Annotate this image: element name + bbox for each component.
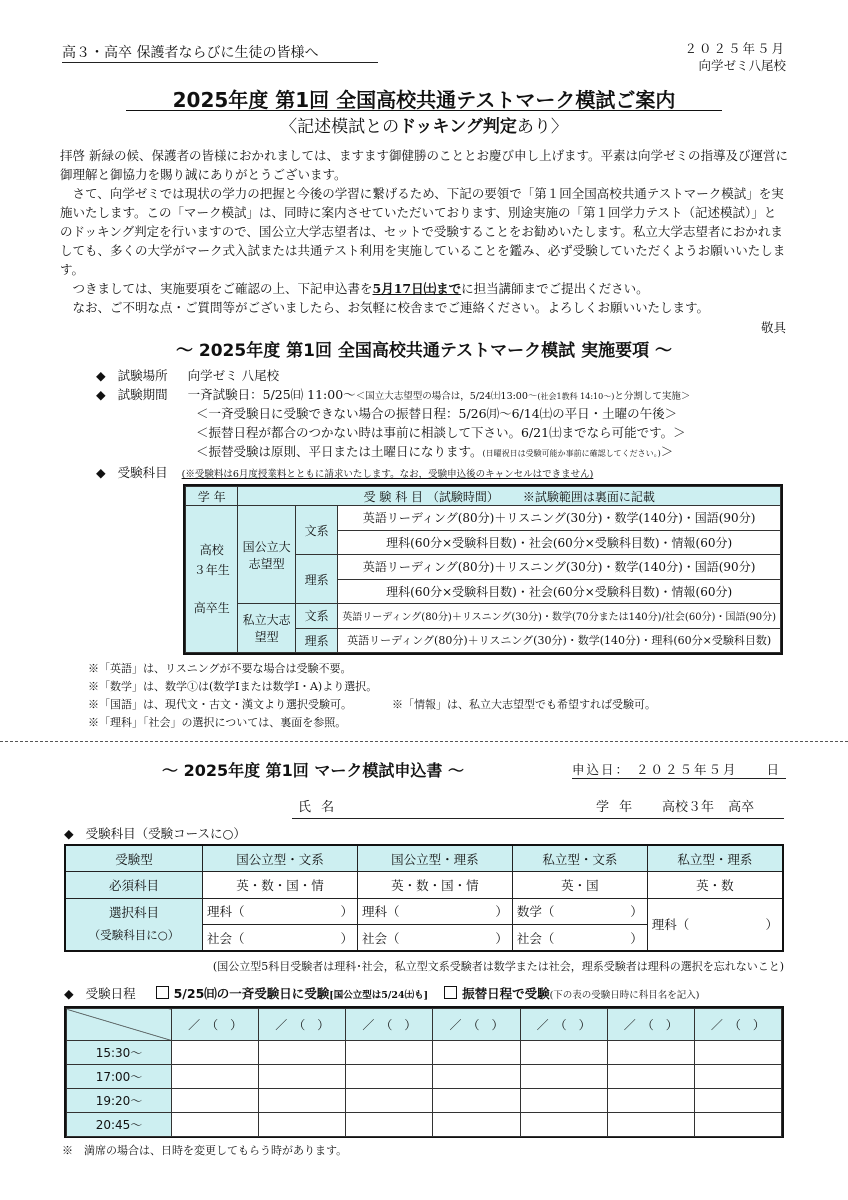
date-cell[interactable]: ／ （ ） (694, 1009, 781, 1041)
title-underline (126, 110, 722, 111)
paren-close: ） (630, 930, 643, 946)
elective-science-private-rikei[interactable] (647, 898, 783, 951)
paren-close: ） (630, 904, 643, 920)
slot-cell[interactable] (520, 1089, 607, 1113)
social-label: 社会（ (361, 930, 400, 946)
elective-label: 選択科目 (108, 905, 159, 921)
cut-line (0, 741, 848, 742)
deadline-date: 5月17日㈯まで (372, 281, 462, 296)
table-header-subjects-text: 受 験 科 目 （試験時間） (363, 489, 499, 504)
track-national-rikei: 理系 (295, 555, 337, 604)
letter-body (60, 146, 788, 317)
exam-period-note-end: と分割して実施＞ (614, 391, 691, 402)
name-underline (292, 818, 784, 819)
grade-graduate: 高卒生 (193, 601, 230, 615)
note-information: ※「情報」は、私立大志望型でも希望すれば受験可。 (392, 698, 656, 711)
type-national: 国公立大志望型 (238, 506, 295, 604)
slot-cell[interactable] (694, 1065, 781, 1089)
slot-cell[interactable] (694, 1089, 781, 1113)
checkbox-icon[interactable] (444, 986, 457, 999)
course-table (64, 844, 784, 952)
course-heading: 受験科目（受験コースに○） (85, 826, 246, 841)
elective-label-cell (65, 898, 203, 951)
slot-cell[interactable] (520, 1065, 607, 1089)
slot-cell[interactable] (346, 1089, 433, 1113)
schedule-heading: 受験日程 (85, 986, 136, 1001)
alt-schedule-3-small: (日曜祝日は受験可能か事前に確認してください。) (482, 449, 661, 458)
alt-schedule-1: ＜一斉受験日に受験できない場合の振替日程：5/26㈪～6/14㈯の平日・土曜の午後＞ (196, 406, 678, 421)
paren-close: ） (340, 904, 353, 920)
slot-cell[interactable] (172, 1089, 259, 1113)
table-header-range-note: ※試験範囲は裏面に記載 (522, 489, 655, 504)
slot-cell[interactable] (607, 1065, 694, 1089)
schedule-table (64, 1006, 784, 1138)
subtitle-close: あり〉 (516, 117, 568, 137)
letter-paragraph-1: 拝啓 新緑の候、保護者の皆様におかれましては、ますます御健勝のこととお慶び申し上げます。平素は向学ゼミの指導及び運営に御理解と御協力を賜り誠にありがとうございます。 (60, 148, 788, 182)
grade-cell (186, 506, 238, 653)
exam-period-main: 一斉試験日：5/25㈰ 11:00～ (187, 387, 356, 402)
slot-cell[interactable] (346, 1041, 433, 1065)
date-cell[interactable]: ／ （ ） (607, 1009, 694, 1041)
grade-hs: 高校 (199, 543, 224, 557)
subjects-fee-note: (※受験料は6月度授業料とともに請求いたします。なお，受験申込後のキャンセルはできません) (181, 469, 594, 480)
science-label: 理科（ (361, 904, 400, 920)
subjects-private-rikei: 英語リーディング(80分)＋リスニング(30分)・数学(140分)・理科(60分×受験科目数) (338, 628, 781, 653)
issue-date: ２０２５年５月 (684, 41, 786, 56)
option-main-date-note: [国公立型は5/24㈯も] (329, 990, 429, 1001)
slot-cell[interactable] (172, 1065, 259, 1089)
date-cell[interactable]: ／ （ ） (172, 1009, 259, 1041)
exam-place-value: 向学ゼミ 八尾校 (187, 368, 280, 383)
slot-cell[interactable] (259, 1065, 346, 1089)
letter-paragraph-3 (60, 279, 788, 298)
slot-cell[interactable] (607, 1041, 694, 1065)
table-header-grade: 学 年 (186, 487, 238, 506)
letter-paragraph-2: さて、向学ゼミでは現状の学力の把握と今後の学習に繋げるため、下記の要領で「第１回全国高校共通テストマーク模試」を実施いたします。この「マーク模試」は、同時に案内させていただいております、別途実施の「第１回学力テスト（記述模試）」とのドッキング判定を行いますので、国公立大学志望者は、セットで受験することをお勧めいたします。私立大学志望者におかれましても、多くの大学がマーク式入試または共通テスト利用を実施していることを鑑み、必ず受験していただくようお願いいたします。 (60, 186, 786, 277)
subjects-table (183, 484, 783, 655)
course-heading-row (64, 824, 246, 842)
note-japanese: ※「国語」は、現代文・古文・漢文より選択受験可。 (88, 698, 352, 711)
bullet-icon: ◆ (64, 986, 74, 1001)
slot-cell[interactable] (520, 1041, 607, 1065)
grade-year3: ３年生 (193, 563, 230, 577)
paren-close: ） (495, 904, 508, 920)
schedule-footer-note: ※ 満席の場合は、日時を変更してもらう時があります。 (62, 1144, 348, 1157)
addressee: 高３・高卒 保護者ならびに生徒の皆様へ (62, 45, 319, 61)
elective-science-national-bunkei[interactable] (203, 898, 358, 925)
grade-label: 学 年 (596, 800, 636, 815)
slot-cell[interactable] (172, 1113, 259, 1137)
section-title-application: ～ 2025年度 第1回 マーク模試申込書 ～ (162, 761, 464, 780)
slot-cell[interactable] (694, 1041, 781, 1065)
deadline-pre: つきましては、実施要項をご確認の上、下記申込書を (72, 281, 373, 296)
slot-cell[interactable] (172, 1041, 259, 1065)
slot-cell[interactable] (607, 1089, 694, 1113)
required-label: 必須科目 (65, 872, 203, 899)
document-title: 2025年度 第1回 全国高校共通テストマーク模試ご案内 (172, 88, 676, 112)
letter-closing: 敬具 (760, 320, 786, 335)
time-slot-1: 15:30～ (67, 1041, 172, 1065)
elective-social-national-rikei[interactable] (357, 925, 512, 952)
addressee-underline (62, 62, 378, 63)
time-slot-3: 19:20～ (67, 1089, 172, 1113)
subtitle-open: 〈記述模試との (280, 117, 400, 137)
date-cell[interactable]: ／ （ ） (520, 1009, 607, 1041)
math-label: 数学（ (516, 904, 555, 920)
option-alt-date-note: (下の表の受験日時に科目名を記入) (549, 990, 700, 1001)
subjects-national-rikei-1: 英語リーディング(80分)＋リスニング(30分)・数学(140分)・国語(90分) (338, 555, 781, 580)
social-label: 社会（ (207, 930, 245, 946)
exam-period-social-time: (社会1教科 14:10～) (537, 392, 615, 401)
time-slot-2: 17:00～ (67, 1065, 172, 1089)
track-private-rikei: 理系 (295, 628, 337, 653)
subtitle-docking: ドッキング判定 (399, 117, 517, 137)
alt-schedule-3 (196, 442, 673, 460)
course-header-private-bunkei[interactable]: 私立型・文系 (512, 845, 647, 872)
note-math: ※「数学」は、数学①は(数学Ⅰまたは数学Ⅰ・A)より選択。 (88, 680, 378, 693)
grade-options[interactable]: 高校３年 高卒 (662, 800, 755, 815)
exam-period-row (96, 385, 690, 403)
slot-cell[interactable] (694, 1113, 781, 1137)
exam-place-row (96, 366, 279, 384)
subjects-private-bunkei: 英語リーディング(80分)＋リスニング(30分)・数学(70分または140分)/社会(60分)・国語(90分) (338, 604, 781, 629)
slot-cell[interactable] (259, 1113, 346, 1137)
note-science-social: ※「理科」「社会」の選択については、裏面を参照。 (88, 716, 347, 729)
alt-schedule-3-text: ＜振替受験は原則、平日または土曜日になります。 (196, 444, 483, 459)
elective-social-private-bunkei[interactable] (512, 925, 647, 952)
science-label: 理科（ (651, 917, 690, 933)
subjects-national-bunkei-2: 理科(60分×受験科目数)・社会(60分×受験科目数)・情報(60分) (338, 530, 781, 555)
note-english: ※「英語」は、リスニングが不要な場合は受験不要。 (88, 662, 352, 675)
course-header-private-rikei[interactable]: 私立型・理系 (647, 845, 783, 872)
type-private: 私立大志望型 (238, 604, 295, 653)
option-alt-date[interactable] (444, 986, 699, 1001)
time-slot-4: 20:45～ (67, 1113, 172, 1137)
option-main-date[interactable] (156, 986, 428, 1001)
elective-math-private-bunkei[interactable] (512, 898, 647, 925)
exam-place-label: 試験場所 (117, 368, 168, 383)
schedule-row (64, 984, 700, 1002)
subjects-national-bunkei-1: 英語リーディング(80分)＋リスニング(30分)・数学(140分)・国語(90分) (338, 506, 781, 531)
slot-cell[interactable] (607, 1113, 694, 1137)
checkbox-icon[interactable] (156, 986, 169, 999)
bullet-icon: ◆ (64, 826, 74, 841)
date-cell[interactable]: ／ （ ） (346, 1009, 433, 1041)
letter-paragraph-4: なお、ご不明な点・ご質問等がございましたら、お気軽に校舎までご連絡ください。よろしくお願いいたします。 (72, 300, 710, 315)
elective-footnote: (国公立型5科目受験者は理科･社会，私立型文系受験者は数学または社会，理系受験者は理科の選択を忘れないこと) (212, 960, 784, 973)
date-cell[interactable]: ／ （ ） (259, 1009, 346, 1041)
option-alt-date-label: 振替日程で受験 (462, 986, 550, 1001)
course-header-type: 受験型 (65, 845, 203, 872)
slot-cell[interactable] (433, 1089, 520, 1113)
subjects-row (96, 463, 593, 481)
slot-cell[interactable] (433, 1113, 520, 1137)
table-header-subjects (238, 487, 781, 506)
bullet-icon: ◆ (96, 368, 106, 383)
name-label: 氏 名 (298, 800, 338, 815)
deadline-post: に担当講師までご提出ください。 (461, 281, 649, 296)
bullet-icon: ◆ (96, 465, 106, 480)
social-label: 社会（ (516, 930, 555, 946)
issuer-branch: 向学ゼミ八尾校 (698, 58, 786, 73)
course-header-national-rikei[interactable]: 国公立型・理系 (357, 845, 512, 872)
application-date-underline (572, 778, 786, 779)
slot-cell[interactable] (259, 1041, 346, 1065)
alt-schedule-3-end: ＞ (660, 444, 674, 459)
subjects-national-rikei-2: 理科(60分×受験科目数)・社会(60分×受験科目数)・情報(60分) (338, 579, 781, 604)
elective-social-national-bunkei[interactable] (203, 925, 358, 952)
track-national-bunkei: 文系 (295, 506, 337, 555)
application-date-field[interactable]: 申込日： ２０２５年５月 日 (572, 762, 781, 777)
slot-cell[interactable] (346, 1065, 433, 1089)
alt-schedule-2: ＜振替日程が都合のつかない時は事前に相談して下さい。6/21㈯までなら可能です。＞ (196, 425, 686, 440)
slot-cell[interactable] (520, 1113, 607, 1137)
required-private-bunkei: 英・国 (512, 872, 647, 899)
paren-close: ） (495, 930, 508, 946)
section-title-overview: ～ 2025年度 第1回 全国高校共通テストマーク模試 実施要項 ～ (175, 341, 673, 361)
exam-period-label: 試験期間 (117, 387, 168, 402)
exam-period-note: ＜国立大志望型の場合は，5/24㈯13:00～ (355, 391, 538, 402)
name-field[interactable] (360, 794, 560, 816)
science-label: 理科（ (207, 904, 245, 920)
schedule-corner-cell (67, 1009, 172, 1041)
required-national-bunkei: 英・数・国・情 (203, 872, 358, 899)
bullet-icon: ◆ (96, 387, 106, 402)
date-cell[interactable]: ／ （ ） (433, 1009, 520, 1041)
elective-sublabel: （受験科目に○） (88, 928, 180, 943)
paren-close: ） (340, 930, 353, 946)
option-main-date-label: 5/25㈰の一斉受験日に受験 (173, 986, 330, 1001)
course-header-national-bunkei[interactable]: 国公立型・文系 (203, 845, 358, 872)
elective-science-national-rikei[interactable] (357, 898, 512, 925)
slot-cell[interactable] (346, 1113, 433, 1137)
track-private-bunkei: 文系 (295, 604, 337, 629)
slot-cell[interactable] (259, 1089, 346, 1113)
subjects-label: 受験科目 (117, 465, 168, 480)
slot-cell[interactable] (433, 1041, 520, 1065)
document-subtitle (0, 112, 848, 137)
required-national-rikei: 英・数・国・情 (357, 872, 512, 899)
paren-close: ） (765, 917, 778, 933)
slot-cell[interactable] (433, 1065, 520, 1089)
required-private-rikei: 英・数 (647, 872, 783, 899)
